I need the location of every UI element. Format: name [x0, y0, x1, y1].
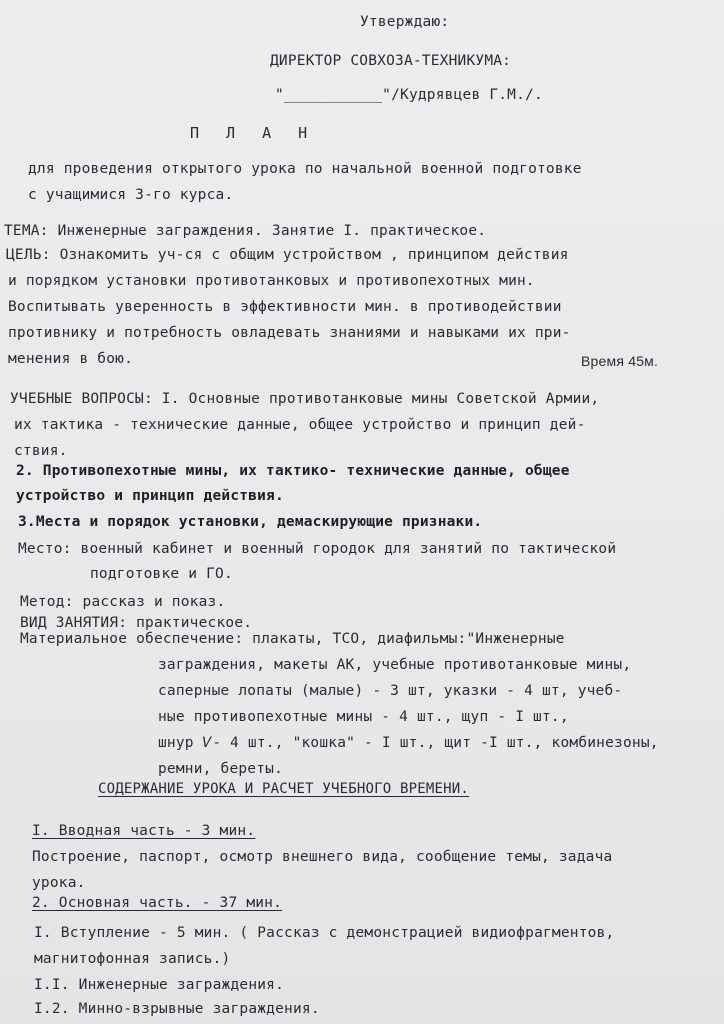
materials-line-6: ремни, береты. [158, 761, 284, 777]
part2-heading: 2. Основная часть. - 37 мин. [32, 895, 283, 911]
materials-line-3: саперные лопаты (малые) - 3 шт, указки - 4 шт, учеб- [158, 683, 623, 699]
lesson-theme: ТЕМА: Инженерные заграждения. Занятие I. практическое. [4, 223, 487, 239]
questions-line-6: 3.Места и порядок установки, демаскирующие признаки. [18, 514, 483, 530]
questions-line-4: 2. Противопехотные мины, их тактико- технические данные, общее [16, 463, 570, 479]
lesson-type: ВИД ЗАНЯТИЯ: практическое. [20, 615, 253, 631]
goal-line-1: ЦЕЛЬ: Ознакомить уч-ся с общим устройством , принципом действия [6, 247, 569, 263]
page-title: П Л А Н [190, 124, 317, 142]
goal-line-2: и порядком установки противотанковых и противопехотных мин. [8, 273, 535, 289]
part1-line-1: Построение, паспорт, осмотр внешнего вида, сообщение темы, задача [32, 849, 613, 865]
questions-line-1: УЧЕБНЫЕ ВОПРОСЫ: I. Основные противотанковые мины Советской Армии, [10, 391, 600, 407]
part2-line-4: I.2. Минно-взрывные заграждения. [34, 1001, 320, 1017]
content-heading: СОДЕРЖАНИЕ УРОКА И РАСЧЕТ УЧЕБНОГО ВРЕМЕНИ. [98, 781, 470, 797]
part2-line-3: I.I. Инженерные заграждения. [34, 977, 285, 993]
questions-line-2: их тактика - технические данные, общее устройство и принцип дей- [14, 417, 586, 433]
director-signature: "___________"/Кудрявцев Г.М./. [275, 87, 543, 103]
materials-line-5: шнур 𝑉- 4 шт., "кошка" - I шт., щит -I шт., комбинезоны, [158, 735, 659, 751]
part2-line-2: магнитофонная запись.) [34, 951, 231, 967]
goal-line-3: Воспитывать уверенность в эффективности мин. в противодействии [8, 299, 562, 315]
intro-line-1: для проведения открытого урока по начальной военной подготовке [28, 161, 582, 177]
questions-line-5: устройство и принцип действия. [16, 488, 284, 504]
part1-heading: I. Вводная часть - 3 мин. [32, 823, 256, 839]
materials-line-2: заграждения, макеты АК, учебные противотанковые мины, [158, 657, 632, 673]
lesson-method: Метод: рассказ и показ. [20, 594, 226, 610]
lesson-time: Время 45м. [581, 353, 659, 369]
place-line-1: Место: военный кабинет и военный городок для занятий по тактической [18, 541, 617, 557]
materials-line-4: ные противопехотные мины - 4 шт., щуп - I шт., [158, 709, 569, 725]
director-title: ДИРЕКТОР СОВХОЗА-ТЕХНИКУМА: [270, 53, 512, 69]
materials-line-1: Материальное обеспечение: плакаты, ТСО, диафильмы:"Инженерные [20, 631, 565, 647]
approval-label: Утверждаю: [360, 14, 450, 30]
place-line-2: подготовке и ГО. [90, 566, 233, 582]
intro-line-2: с учащимися 3-го курса. [28, 187, 234, 203]
goal-line-5: менения в бою. [8, 351, 134, 367]
part1-line-2: урока. [32, 875, 86, 891]
goal-line-4: противнику и потребность овладевать знаниями и навыками их при- [8, 325, 571, 341]
questions-line-3: ствия. [14, 443, 68, 459]
part2-line-1: I. Вступление - 5 мин. ( Рассказ с демонстрацией видиофрагментов, [34, 925, 615, 941]
